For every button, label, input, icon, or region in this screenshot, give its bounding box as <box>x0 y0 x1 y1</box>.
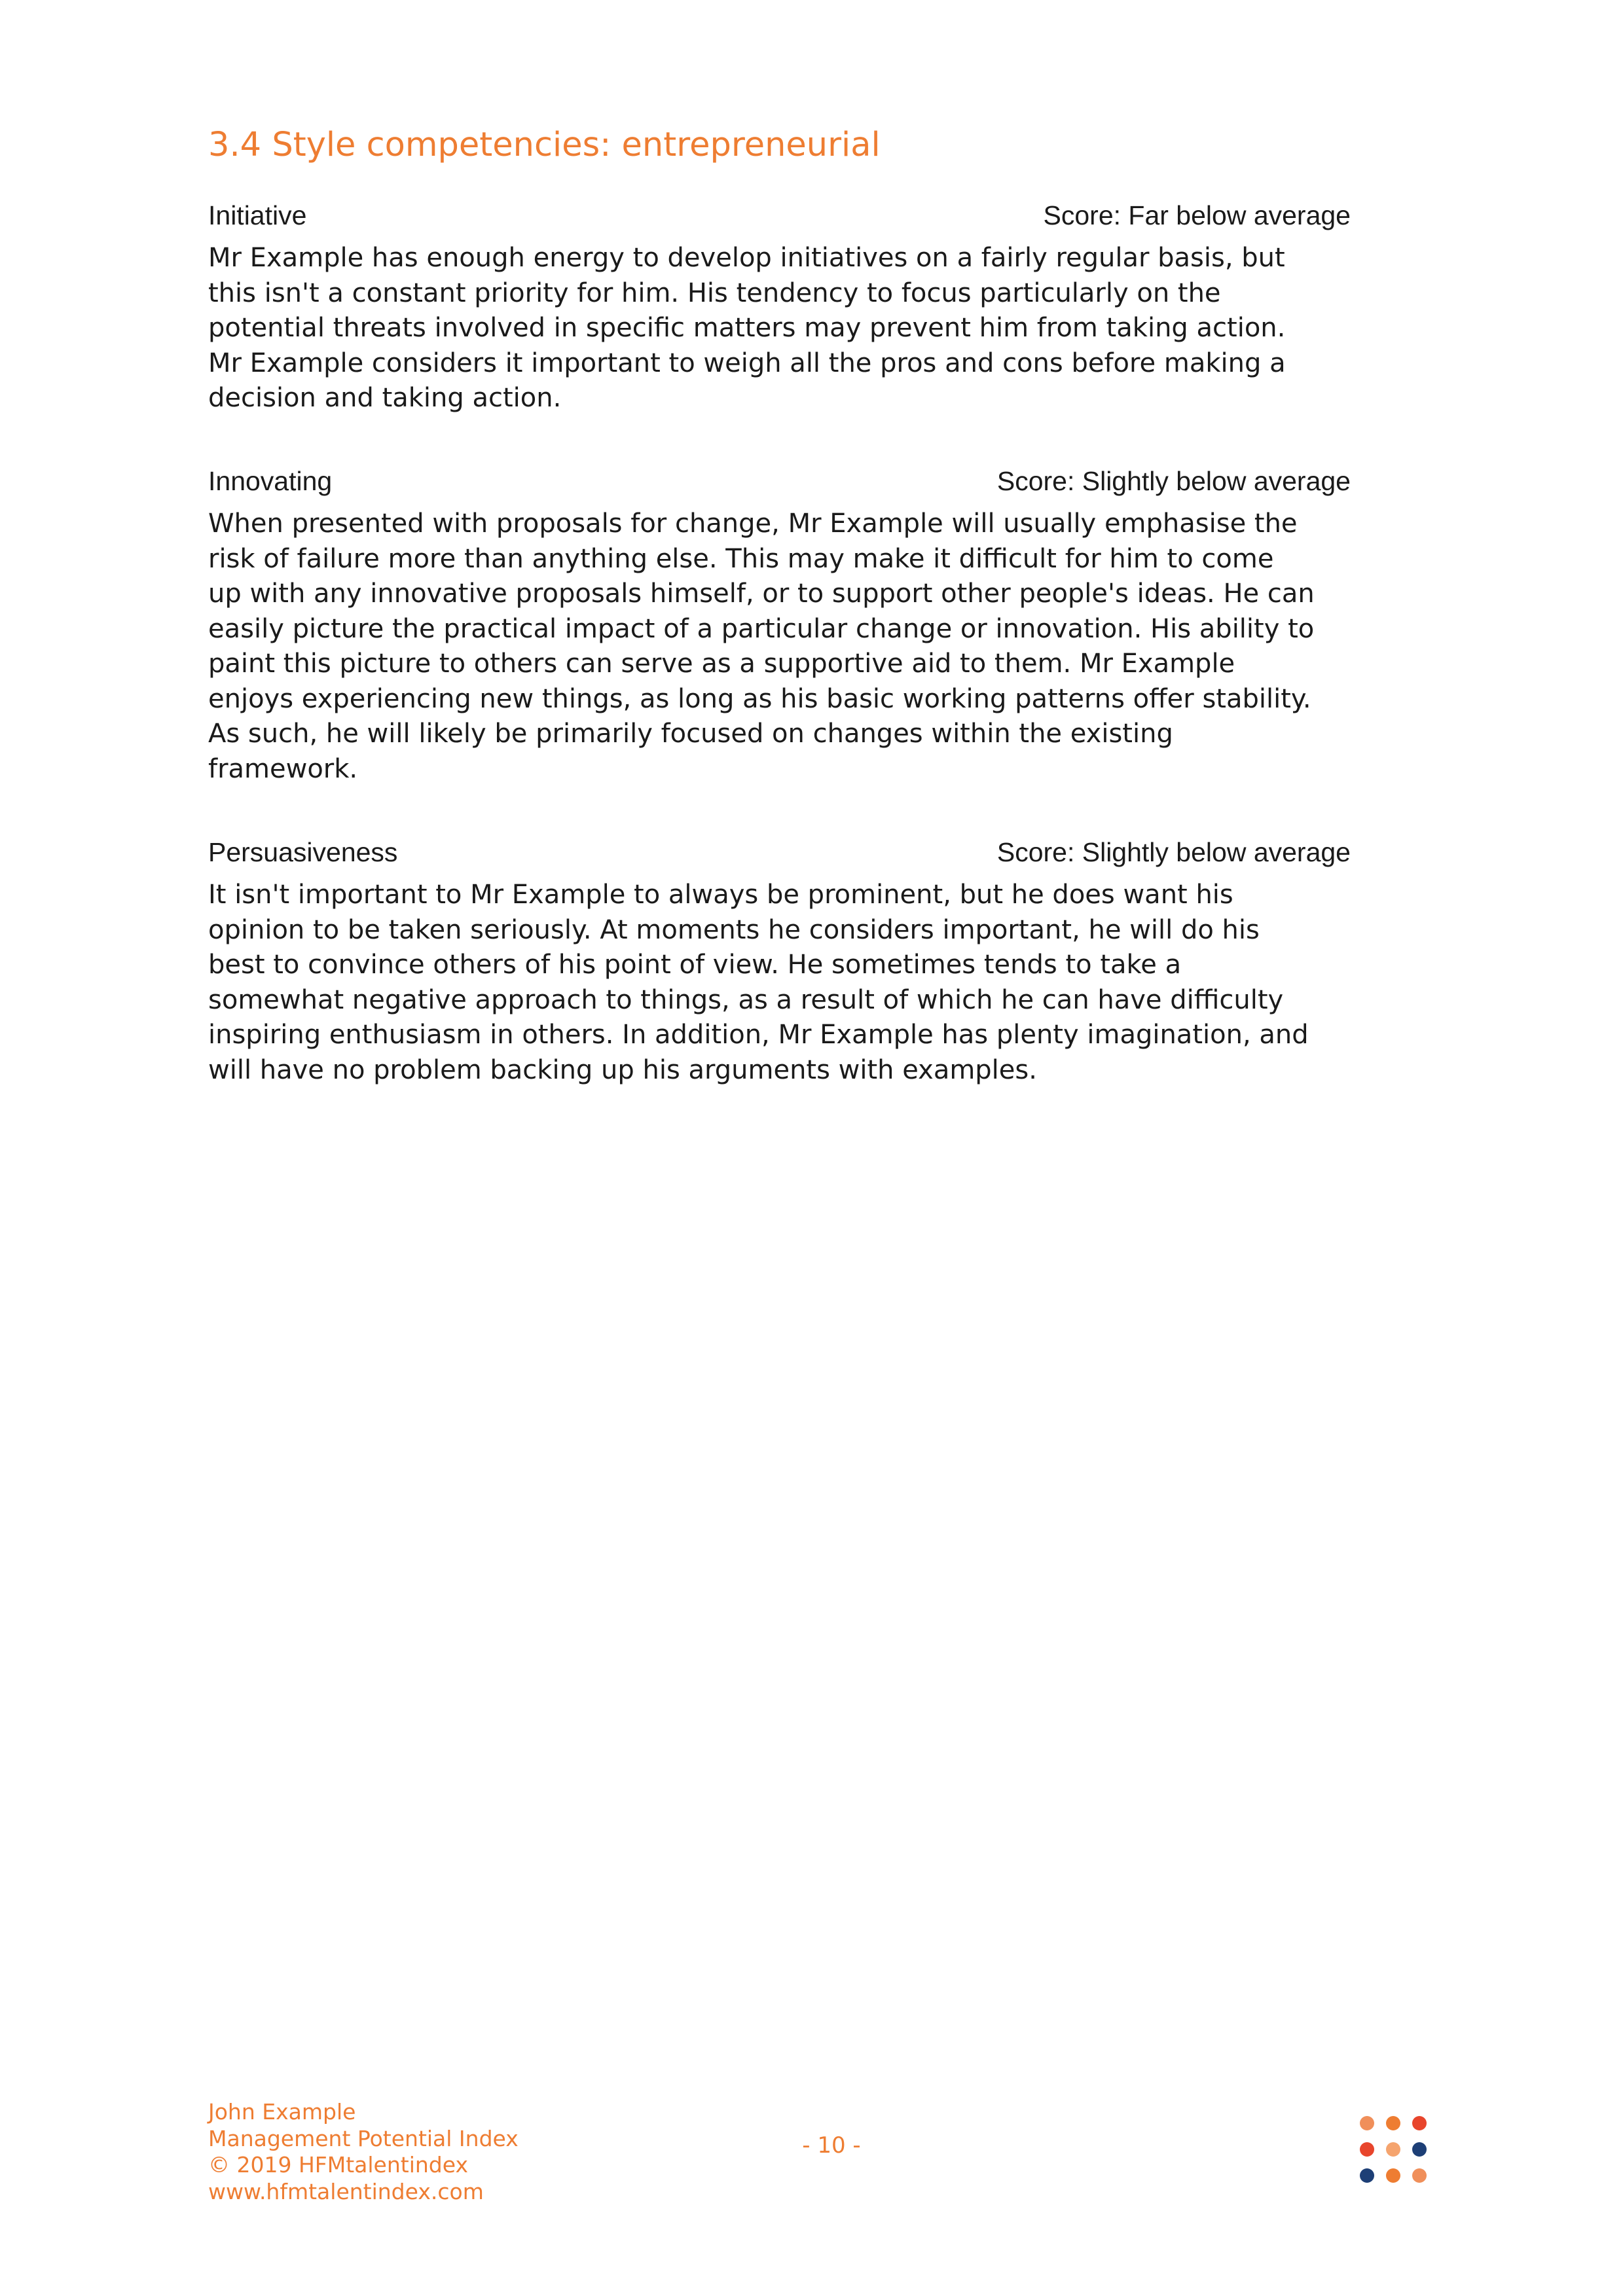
competency-section-initiative <box>208 196 1351 416</box>
competency-score: Score: Far below average <box>1043 200 1351 230</box>
logo-dot <box>1360 2116 1374 2130</box>
logo-dot <box>1386 2168 1400 2183</box>
logo-dot <box>1412 2168 1427 2183</box>
hfm-dot-grid-logo-icon <box>1359 2115 1427 2183</box>
competency-header <box>208 196 1351 234</box>
competency-header <box>208 833 1351 871</box>
page-number: - 10 - <box>802 2132 861 2159</box>
text-line: potential threats involved in specific matters may prevent him from taking action. <box>208 313 1286 343</box>
text-line: this isn't a constant priority for him. His tendency to focus particularly on the <box>208 278 1221 308</box>
competency-description <box>208 241 1351 416</box>
competency-header <box>208 462 1351 500</box>
logo-dot <box>1412 2142 1427 2157</box>
text-line: As such, he will likely be primarily focused on changes within the existing <box>208 719 1173 749</box>
competency-description <box>208 878 1351 1088</box>
text-line: up with any innovative proposals himself, or to support other people's ideas. He can <box>208 579 1315 609</box>
text-line: When presented with proposals for change, Mr Example will usually emphasise the <box>208 509 1298 539</box>
text-line: risk of failure more than anything else. This may make it difficult for him to come <box>208 543 1274 574</box>
competency-section-persuasiveness <box>208 833 1351 1088</box>
footer-copyright: © 2019 HFMtalentindex <box>208 2152 468 2178</box>
text-line: inspiring enthusiasm in others. In addition, Mr Example has plenty imagination, and <box>208 1020 1309 1050</box>
logo-dot <box>1386 2116 1400 2130</box>
text-line: It isn't important to Mr Example to always be prominent, but he does want his <box>208 880 1233 910</box>
text-line: paint this picture to others can serve as a supportive aid to them. Mr Example <box>208 649 1235 679</box>
logo-dot <box>1412 2116 1427 2130</box>
competency-name: Persuasiveness <box>208 837 398 867</box>
competency-section-innovating <box>208 462 1351 787</box>
competency-name: Initiative <box>208 200 307 230</box>
text-line: Mr Example considers it important to weigh all the pros and cons before making a <box>208 348 1286 378</box>
text-line: somewhat negative approach to things, as a result of which he can have difficulty <box>208 984 1284 1015</box>
competency-name: Innovating <box>208 466 333 496</box>
text-line: framework. <box>208 753 358 784</box>
footer-info <box>208 2099 519 2205</box>
competency-score: Score: Slightly below average <box>996 837 1351 867</box>
logo-dot <box>1360 2142 1374 2157</box>
text-line: best to convince others of his point of view. He sometimes tends to take a <box>208 950 1182 980</box>
footer-candidate-name: John Example <box>208 2099 356 2125</box>
footer-report-name: Management Potential Index <box>208 2125 519 2151</box>
text-line: opinion to be taken seriously. At moments he considers important, he will do his <box>208 914 1260 945</box>
competency-score: Score: Slightly below average <box>996 466 1351 496</box>
text-line: Mr Example has enough energy to develop initiatives on a fairly regular basis, but <box>208 243 1285 273</box>
text-line: enjoys experiencing new things, as long as his basic working patterns offer stability. <box>208 683 1311 714</box>
logo-dots-svg <box>1359 2115 1427 2183</box>
text-line: decision and taking action. <box>208 383 562 413</box>
text-line: will have no problem backing up his arguments with examples. <box>208 1054 1037 1085</box>
logo-dot <box>1386 2142 1400 2157</box>
footer-website: www.hfmtalentindex.com <box>208 2178 484 2204</box>
text-line: easily picture the practical impact of a particular change or innovation. His ability to <box>208 613 1315 644</box>
competency-description <box>208 507 1351 787</box>
logo-dot <box>1360 2168 1374 2183</box>
page-title: 3.4 Style competencies: entrepreneurial <box>208 126 881 164</box>
